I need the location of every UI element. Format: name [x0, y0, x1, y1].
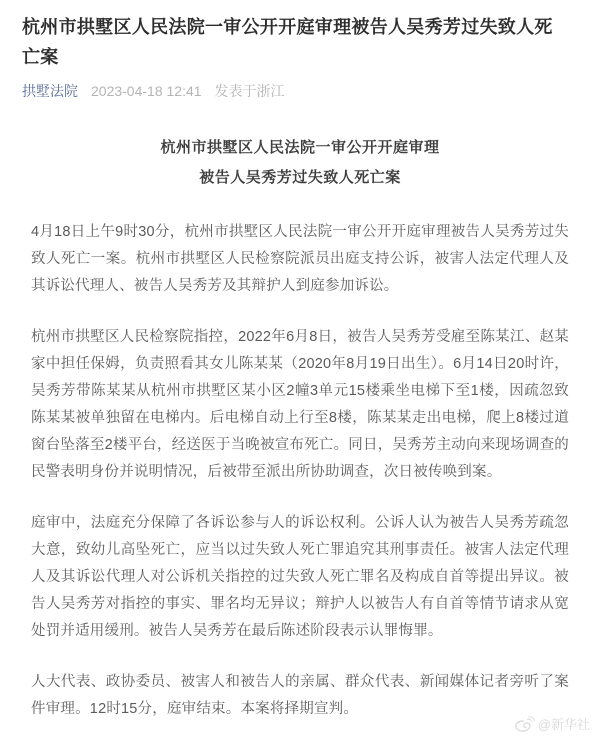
publish-datetime: 2023-04-18 12:41	[91, 83, 202, 99]
paragraph-observers-conclusion: 人大代表、政协委员、被害人和被告人的亲属、群众代表、新闻媒体记者旁听了案件审理。12时15分，庭审结束。本案将择期宣判。	[31, 674, 569, 717]
weibo-logo-icon	[514, 716, 535, 734]
watermark-text: @新华社	[537, 717, 590, 732]
article-body	[0, 133, 600, 723]
weibo-watermark	[514, 716, 590, 734]
body-heading-line2: 被告人吴秀芳过失致人死亡案	[199, 169, 401, 186]
publish-location: 发表于浙江	[214, 83, 285, 99]
article-title: 杭州市拱墅区人民法院一审公开开庭审理被告人吴秀芳过失致人死亡案	[22, 17, 553, 67]
account-name-link[interactable]: 拱墅法院	[22, 83, 78, 99]
body-heading	[31, 133, 569, 193]
paragraph-hearing-open: 4月18日上午9时30分，杭州市拱墅区人民法院一审公开开庭审理被告人吴秀芳过失致人死亡一案。杭州市拱墅区人民检察院派员出庭支持公诉，被害人法定代理人及其诉讼代理人、被告人吴秀芳及其辩护人到庭参加诉讼。	[31, 224, 569, 294]
paragraph-prosecution-allegation: 杭州市拱墅区人民检察院指控，2022年6月8日，被告人吴秀芳受雇至陈某江、赵某家中担任保姆，负责照看其女儿陈某某（2020年8月19日出生）。6月14日20时许，吴秀芳带陈某某从杭州市拱墅区某小区2幢3单元15楼乘坐电梯下至1楼，因疏忽致陈某某被单独留在电梯内。后电梯自动上行至8楼，陈某某走出电梯，爬上8楼过道窗台坠落至2楼平台，经送医于当晚被宣布死亡。同日，吴秀芳主动向来现场调查的民警表明身份并说明情况，后被带至派出所协助调查，次日被传唤到案。	[31, 329, 569, 480]
body-heading-line1: 杭州市拱墅区人民法院一审公开开庭审理	[160, 139, 440, 156]
article-header	[0, 0, 600, 101]
article-meta-row	[22, 81, 566, 101]
paragraph-trial-process: 庭审中，法庭充分保障了各诉讼参与人的诉讼权利。公诉人认为被告人吴秀芳疏忽大意，致幼儿高坠死亡，应当以过失致人死亡罪追究其刑事责任。被害人法定代理人及其诉讼代理人对公诉机关指控的过失致人死亡罪名及构成自首等提出异议。被告人吴秀芳对指控的事实、罪名均无异议；辩护人以被告人有自首等情节请求从宽处罚并适用缓刑。被告人吴秀芳在最后陈述阶段表示认罪悔罪。	[31, 515, 569, 639]
